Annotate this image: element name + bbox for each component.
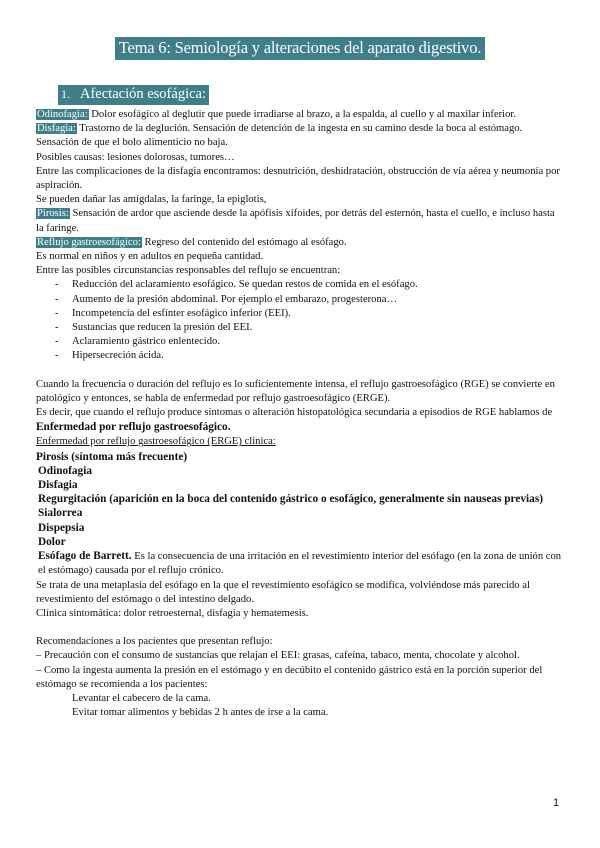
clinica-sintomatica: Clínica sintomática: dolor retroesternal, disfagia y hematemesis. [36, 607, 309, 619]
reflujo-causes-list [36, 278, 562, 363]
title-container [0, 37, 600, 60]
list-item: - Aumento de la presión abdominal. Por ejemplo el embarazo, progesterona… [36, 293, 562, 307]
recomendacion-1: – Precaución con el consumo de sustancias que relajan el EEI: grasas, cafeína, tabaco, menta, chocolate y alcohol. [36, 650, 520, 662]
erge-clinica-heading: Enfermedad por reflujo gastroesofágico (ERGE) clínica: [36, 436, 276, 448]
document-body [36, 108, 562, 720]
symptom-regurgitacion: Regurgitación (aparición en la boca del contenido gástrico o esofágico, generalmente sin nauseas previas) [38, 493, 543, 506]
spacer [36, 621, 562, 635]
reflujo-term: Reflujo gastroesofágico: [37, 236, 141, 248]
section-label: Afectación esofágica: [80, 86, 206, 102]
barrett-text: Es la consecuencia de una irritación en el revestimiento interior del esófago (en la zona de unión con el estómago) causada por el reflujo crónico. [38, 551, 562, 577]
barrett-term: Esófago de Barrett. [38, 550, 132, 563]
pirosis-paragraph [36, 207, 562, 235]
list-item: - Incompetencia del esfínter esofágico inferior (EEI). [36, 307, 562, 321]
disfagia-term: Disfagia: [37, 123, 76, 135]
page-number: 1 [553, 797, 560, 809]
recomendacion-2: – Como la ingesta aumenta la presión en el estómago y en decúbito el contenido gástrico está en la porción superior del estómago se recomienda a los pacientes: [36, 664, 543, 690]
odinofagia-text: Dolor esofágico al deglutir que puede irradiarse al brazo, a la espalda, al cuello y al maxilar inferior. [88, 109, 517, 120]
reflujo-normal: Es normal en niños y en adultos en pequeña cantidad. [36, 251, 264, 263]
symptom-sialorrea: Sialorrea [38, 507, 83, 520]
disfagia-causas: Posibles causas: lesiones dolorosas, tumores… [36, 151, 235, 163]
rge-paragraph: Cuando la frecuencia o duración del reflujo es lo suficientemente intensa, el reflujo gastroesofágico (RGE) se convierte en patológico y entonces, se habla de enfermedad por reflujo gastroesofágico (ERGE). [36, 378, 555, 404]
recomendacion-sub-2: Evitar tomar alimentos y bebidas 2 h antes de irse a la cama. [72, 707, 329, 719]
symptom-dolor: Dolor [38, 535, 66, 548]
erge-bold: Enfermedad por reflujo gastroesofágico. [36, 421, 231, 434]
reflujo-text: Regreso del contenido del estómago al esófago. [141, 236, 347, 248]
disfagia-danos: Se pueden dañar las amígdalas, la faringe, la epiglotis, [36, 194, 267, 206]
symptom-disfagia: Disfagia [38, 479, 78, 492]
metaplasia-paragraph: Se trata de una metaplasia del esófago en la que el revestimiento esofágico se modifica, volviéndose más parecido al revestimiento del estómago o del intestino delgado. [36, 579, 530, 605]
spacer [36, 364, 562, 378]
odinofagia-paragraph [36, 108, 562, 122]
section-number: 1. [61, 87, 70, 101]
disfagia-paragraph [36, 122, 562, 150]
pirosis-term: Pirosis: [37, 208, 69, 220]
recomendacion-sub-1: Levantar el cabecero de la cama. [72, 692, 211, 704]
erge-paragraph [36, 406, 562, 435]
list-item: - Reducción del aclaramiento esofágico. Se quedan restos de comida en el esófago. [36, 278, 562, 292]
symptom-dispepsia: Dispepsia [38, 521, 85, 534]
list-item: - Hipersecreción ácida. [36, 349, 562, 363]
disfagia-text: Trastorno de la deglución. Sensación de detención de la ingesta en su camino desde la boca al estómago. Sensación de que el bolo alimenticio no baja. [36, 123, 523, 149]
list-item: - Sustancias que reducen la presión del EEI. [36, 321, 562, 335]
pirosis-text: Sensación de ardor que asciende desde la apófisis xifoides, por detrás del esternón, hasta el cuello, e incluso hasta la faringe. [36, 208, 555, 234]
list-item: - Aclaramiento gástrico enlentecido. [36, 335, 562, 349]
odinofagia-term: Odinofagia: [37, 109, 88, 120]
symptom-odinofagia: Odinofagia [38, 464, 92, 477]
barrett-paragraph [36, 549, 562, 578]
reflujo-paragraph [36, 236, 562, 250]
erge-text: Es decir, que cuando el reflujo produce síntomas o alteración histopatológica secundaria a episodios de RGE hablamos de [36, 407, 553, 419]
section-heading [58, 85, 209, 105]
reflujo-intro: Entre las posibles circunstancias responsables del reflujo se encuentran: [36, 265, 341, 277]
symptom-pirosis: Pirosis (síntoma más frecuente) [36, 450, 188, 463]
disfagia-complicaciones: Entre las complicaciones de la disfagia encontramos: desnutrición, deshidratación, obstrucción de vía aérea y neumonía por aspiración. [36, 165, 560, 192]
recomendaciones-intro: Recomendaciones a los pacientes que presentan reflujo: [36, 636, 273, 648]
page-title: Tema 6: Semiología y alteraciones del aparato digestivo. [115, 37, 485, 60]
